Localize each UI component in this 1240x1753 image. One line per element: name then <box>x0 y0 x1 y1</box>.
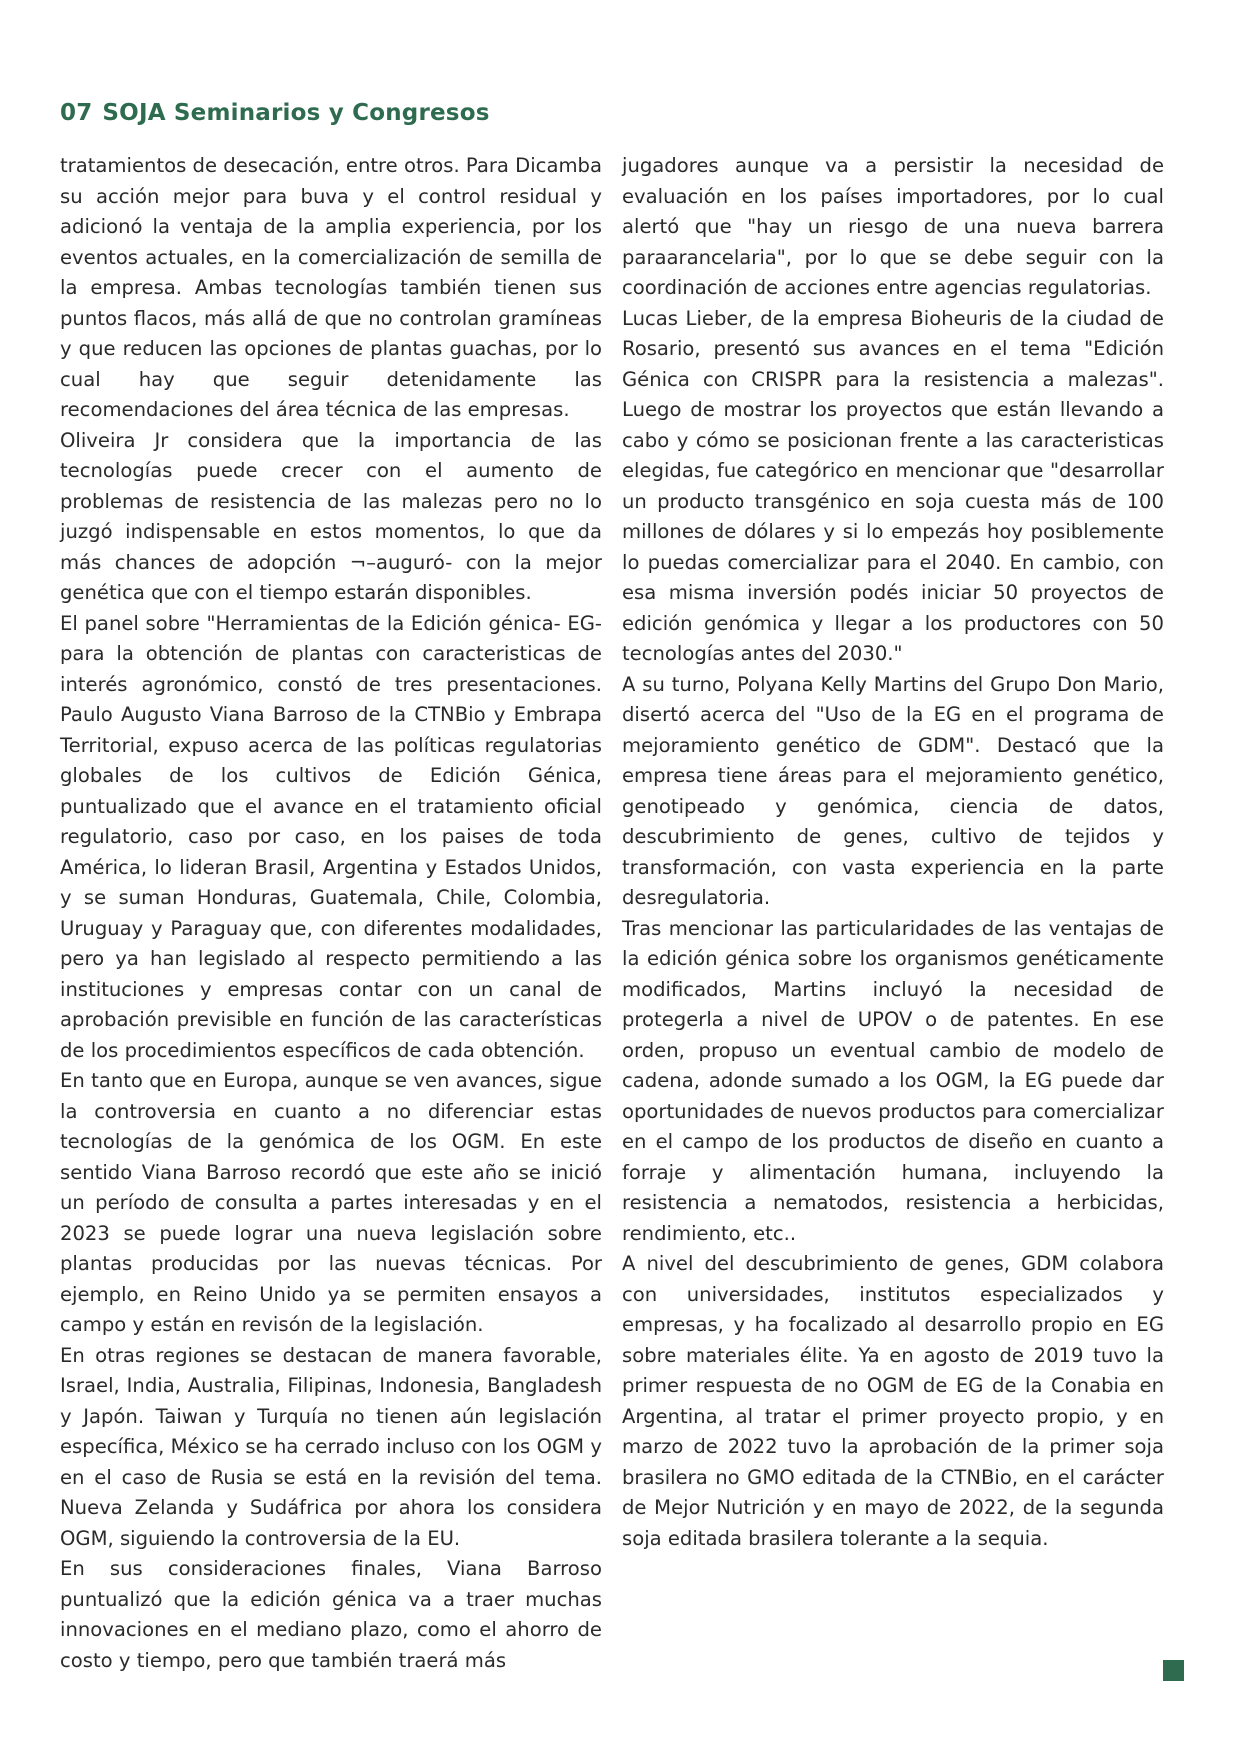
paragraph: Tras mencionar las particularidades de las ventajas de la edición génica sobre los organismos genéticamente modificados, Martins incluyó la necesidad de protegerla a nivel de UPOV o de patentes. En ese orden, propuso un eventual cambio de modelo de cadena, adonde sumado a los OGM, la EG puede dar oportunidades de nuevos productos para comercializar en el campo de los productos de diseño en cuanto a forraje y alimentación humana, incluyendo la resistencia a nematodos, resistencia a herbicidas, rendimiento, etc.. <box>622 916 1164 1245</box>
paragraph: El panel sobre "Herramientas de la Edición génica- EG- para la obtención de plantas con caracteristicas de interés agronómico, constó de tres presentaciones. Paulo Augusto Viana Barroso de la CTNBio y Embrapa Territorial, expuso acerca de las políticas regulatorias globales de los cultivos de Edición Génica, puntualizado que el avance en el tratamiento oficial regulatorio, caso por caso, en los paises de toda América, lo lideran Brasil, Argentina y Estados Unidos, y se suman Honduras, Guatemala, Chile, Colombia, Uruguay y Paraguay que, con diferentes modalidades, pero ya han legislado al respecto permitiendo a las instituciones y empresas contar con un canal de aprobación previsible en función de las características de los procedimientos específicos de cada obtención. <box>60 611 602 1062</box>
corner-square-decoration <box>1163 1660 1184 1681</box>
paragraph: En tanto que en Europa, aunque se ven avances, sigue la controversia en cuanto a no diferenciar estas tecnologías de la genómica de los OGM. En este sentido Viana Barroso recordó que este año se inició un período de consulta a partes interesadas y en el 2023 se puede lograr una nueva legislación sobre plantas producidas por las nuevas técnicas. Por ejemplo, en Reino Unido ya se permiten ensayos a campo y están en revisón de la legislación. <box>60 1069 602 1336</box>
page-header <box>60 100 490 126</box>
paragraph: Lucas Lieber, de la empresa Bioheuris de la ciudad de Rosario, presentó sus avances en el tema "Edición Génica con CRISPR para la resistencia a malezas". Luego de mostrar los proyectos que están llevando a cabo y cómo se posicionan frente a las caracteristicas elegidas, fue categórico en mencionar que "desarrollar un producto transgénico en soja cuesta más de 100 millones de dólares y si lo empezás hoy posiblemente lo puedas comercializar para el 2040. En cambio, con esa misma inversión podés iniciar 50 proyectos de edición genómica y llegar a los productores con 50 tecnologías antes del 2030." <box>622 306 1164 665</box>
paragraph: En sus consideraciones finales, Viana Barroso puntualizó que la edición génica va a traer muchas innovaciones en el mediano plazo, como el ahorro de costo y tiempo, pero que también traerá más <box>60 1557 602 1672</box>
paragraph: A nivel del descubrimiento de genes, GDM colabora con universidades, institutos especializados y empresas, y ha focalizado al desarrollo propio en EG sobre materiales élite. Ya en agosto de 2019 tuvo la primer respuesta de no OGM de EG de la Conabia en Argentina, al tratar el primer proyecto propio, y en marzo de 2022 tuvo la aprobación de la primer soja brasilera no GMO editada de la CTNBio, en el carácter de Mejor Nutrición y en mayo de 2022, de la segunda soja editada brasilera tolerante a la sequia. <box>622 1252 1164 1550</box>
page-number: 07 <box>60 100 93 126</box>
paragraph: jugadores aunque va a persistir la necesidad de evaluación en los países importadores, por lo cual alertó que "hay un riesgo de una nueva barrera paraarancelaria", por lo que se debe seguir con la coordinación de acciones entre agencias regulatorias. <box>622 154 1164 299</box>
paragraph: tratamientos de desecación, entre otros. Para Dicamba su acción mejor para buva y el control residual y adicionó la ventaja de la amplia experiencia, por los eventos actuales, en la comercialización de semilla de la empresa. Ambas tecnologías también tienen sus puntos flacos, más allá de que no controlan gramíneas y que reducen las opciones de plantas guachas, por lo cual hay que seguir detenidamente las recomendaciones del área técnica de las empresas. <box>60 154 602 421</box>
right-column <box>622 151 1164 1554</box>
section-title: SOJA Seminarios y Congresos <box>102 100 490 126</box>
paragraph: A su turno, Polyana Kelly Martins del Grupo Don Mario, disertó acerca del "Uso de la EG en el programa de mejoramiento genético de GDM". Destacó que la empresa tiene áreas para el mejoramiento genético, genotipeado y genómica, ciencia de datos, descubrimiento de genes, cultivo de tejidos y transformación, con vasta experiencia en la parte desregulatoria. <box>622 672 1164 909</box>
paragraph: En otras regiones se destacan de manera favorable, Israel, India, Australia, Filipinas, Indonesia, Bangladesh y Japón. Taiwan y Turquía no tienen aún legislación específica, México se ha cerrado incluso con los OGM y en el caso de Rusia se está en la revisión del tema. Nueva Zelanda y Sudáfrica por ahora los considera OGM, siguiendo la controversia de la EU. <box>60 1343 602 1550</box>
paragraph: Oliveira Jr considera que la importancia de las tecnologías puede crecer con el aumento de problemas de resistencia de las malezas pero no lo juzgó indispensable en estos momentos, lo que da más chances de adopción ¬–auguró- con la mejor genética que con el tiempo estarán disponibles. <box>60 428 602 604</box>
left-column <box>60 151 602 1676</box>
